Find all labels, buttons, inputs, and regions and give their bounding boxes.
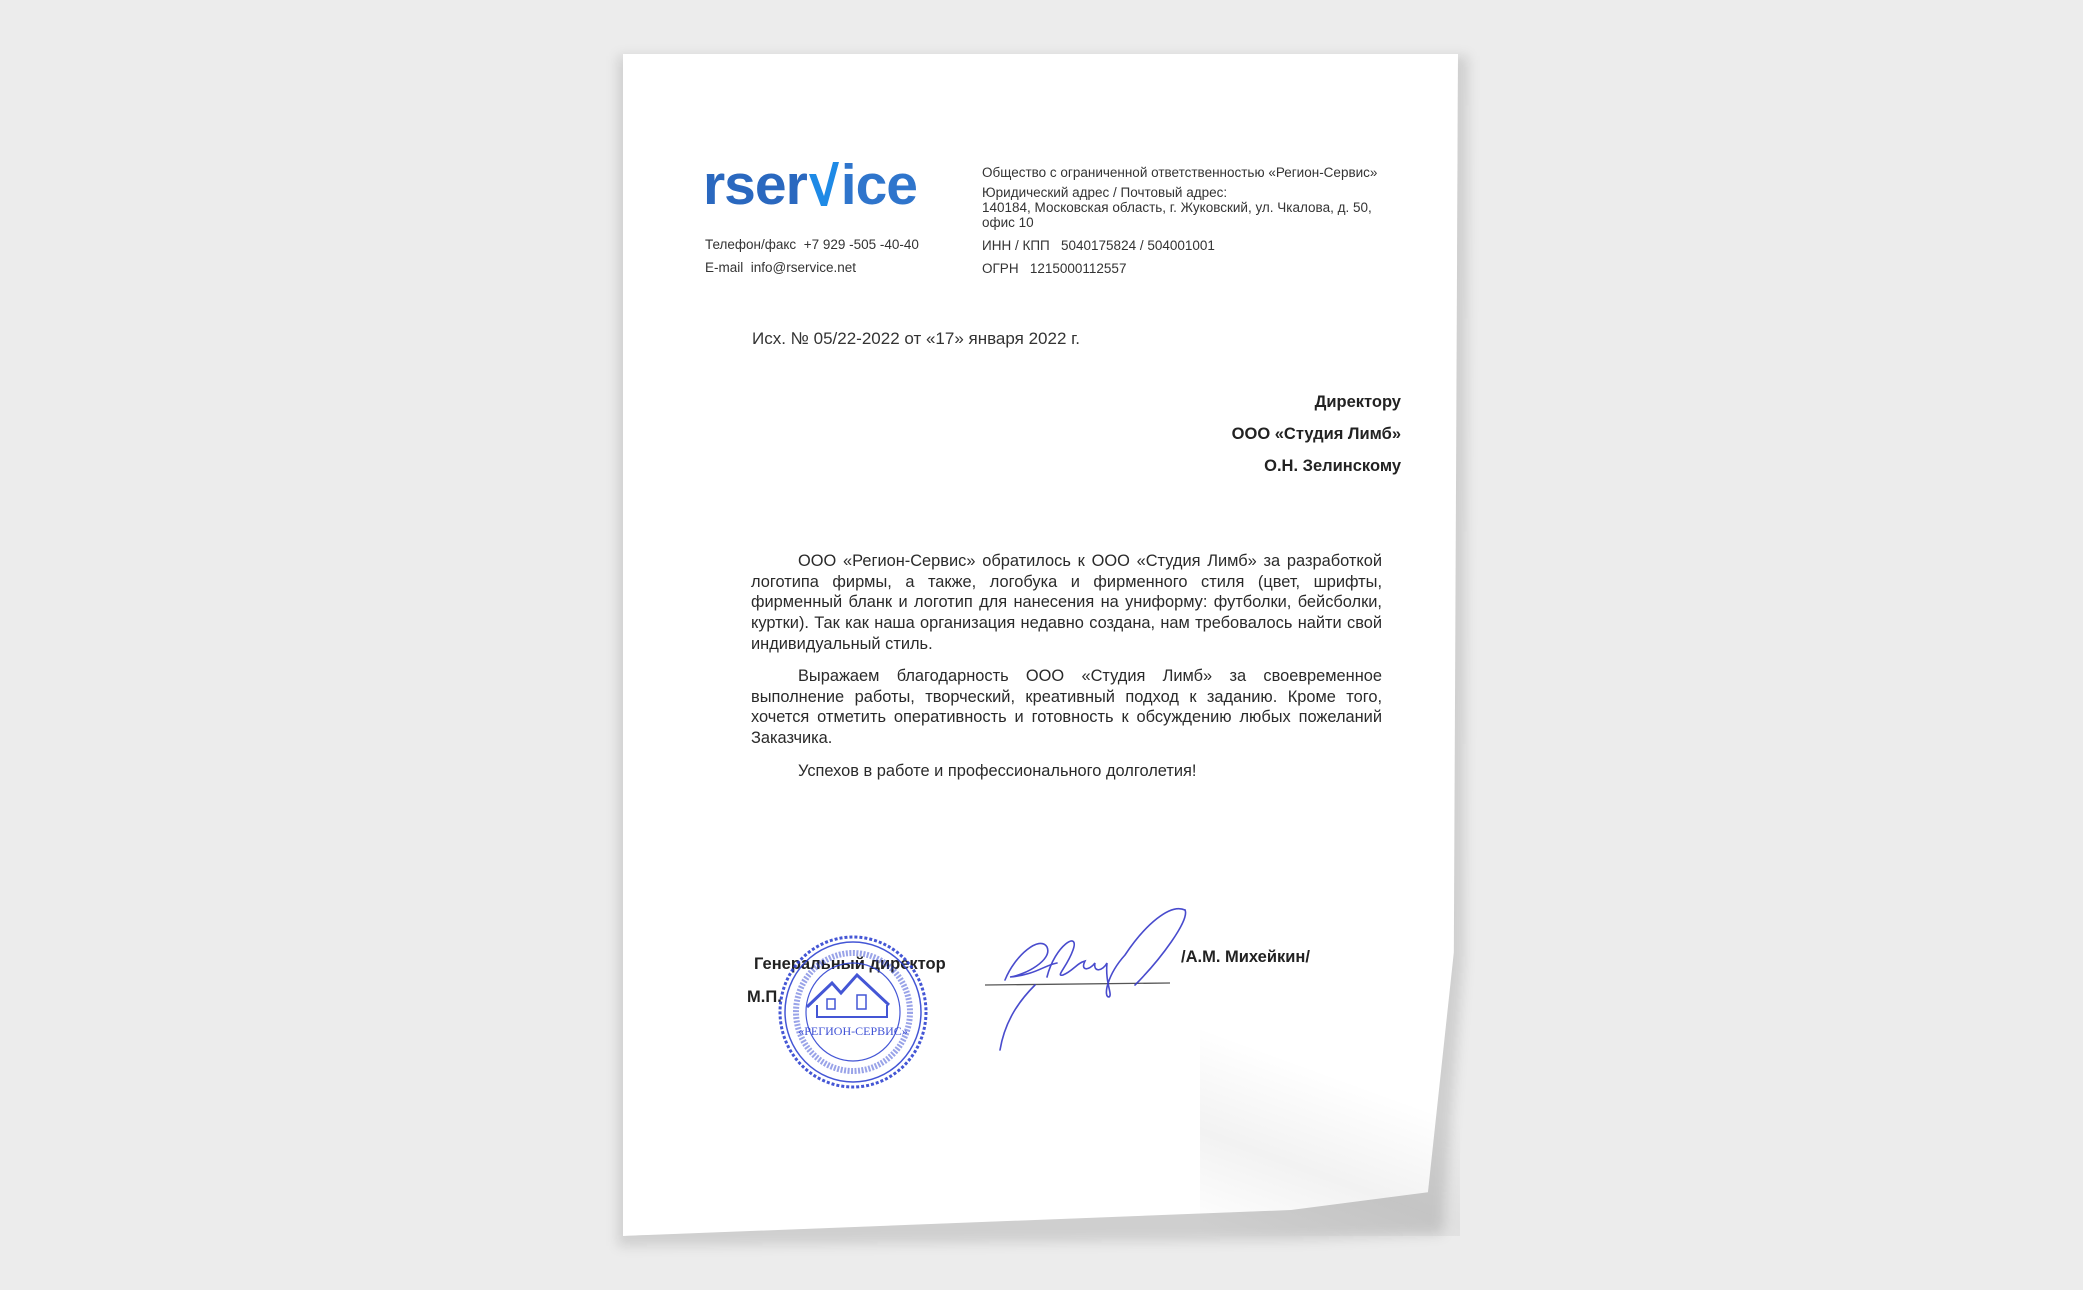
phone-line <box>705 237 919 252</box>
company-logo <box>703 153 918 217</box>
outgoing-reference: Исх. № 05/22-2022 от «17» января 2022 г. <box>752 329 1080 348</box>
logo-text-part1: rser <box>703 153 807 217</box>
company-stamp-icon <box>777 935 930 1090</box>
recipient-name: О.Н. Зелинскому <box>1264 457 1401 475</box>
email-value[interactable]: info@rservice.net <box>750 260 857 275</box>
inn-kpp-label: ИНН / КПП <box>982 238 1050 253</box>
stamp-mark-label: М.П. <box>747 988 782 1006</box>
body-paragraph-3: Успехов в работе и профессионального долголетия! <box>798 762 1197 780</box>
signatory-title: Генеральный директор <box>754 955 946 973</box>
recipient-position: Директору <box>1314 393 1401 411</box>
phone-label: Телефон/факс <box>705 237 797 252</box>
phone-value: +7 929 -505 -40-40 <box>803 237 919 252</box>
address-label: Юридический адрес / Почтовый адрес: <box>982 185 1228 200</box>
body-paragraph-2: Выражаем благодарность ООО «Студия Лимб» за своевременное выполнение работы, творческий, креативный подход к заданию. Кроме того, хочется отметить оперативность и готовность к обсуждению любых пожеланий Заказчика. <box>751 667 1382 748</box>
ogrn-value: 1215000112557 <box>1029 261 1127 276</box>
logo-v-mark <box>807 153 841 217</box>
handwritten-signature-icon <box>985 905 1200 1055</box>
inn-kpp-value: 5040175824 / 504001001 <box>1061 238 1215 253</box>
org-name: Общество с ограниченной ответственностью «Регион-Сервис» <box>982 165 1378 180</box>
signatory-name: /А.М. Михейкин/ <box>1181 948 1310 966</box>
svg-text:«РЕГИОН-СЕРВИС»: «РЕГИОН-СЕРВИС» <box>798 1024 908 1038</box>
address-line1: 140184, Московская область, г. Жуковский, ул. Чкалова, д. 50, <box>982 200 1372 215</box>
body-paragraph-1: ООО «Регион-Сервис» обратилось к ООО «Студия Лимб» за разработкой логотипа фирмы, а также, логобука и фирменного стиля (цвет, шрифты, фирменный бланк и логотип для нанесения на униформу: футболки, бейсболки, куртки). Так как наша организация недавно создана, нам требовалось найти свой индивидуальный стиль. <box>751 552 1382 653</box>
ogrn-label: ОГРН <box>982 261 1019 276</box>
ogrn-line <box>982 261 1126 276</box>
logo-text-part3: ice <box>840 153 918 217</box>
email-label: E-mail <box>705 260 744 275</box>
inn-kpp-line <box>982 238 1215 253</box>
address-line2: офис 10 <box>982 215 1034 230</box>
recipient-company: ООО «Студия Лимб» <box>1231 425 1401 443</box>
email-line <box>705 260 856 275</box>
